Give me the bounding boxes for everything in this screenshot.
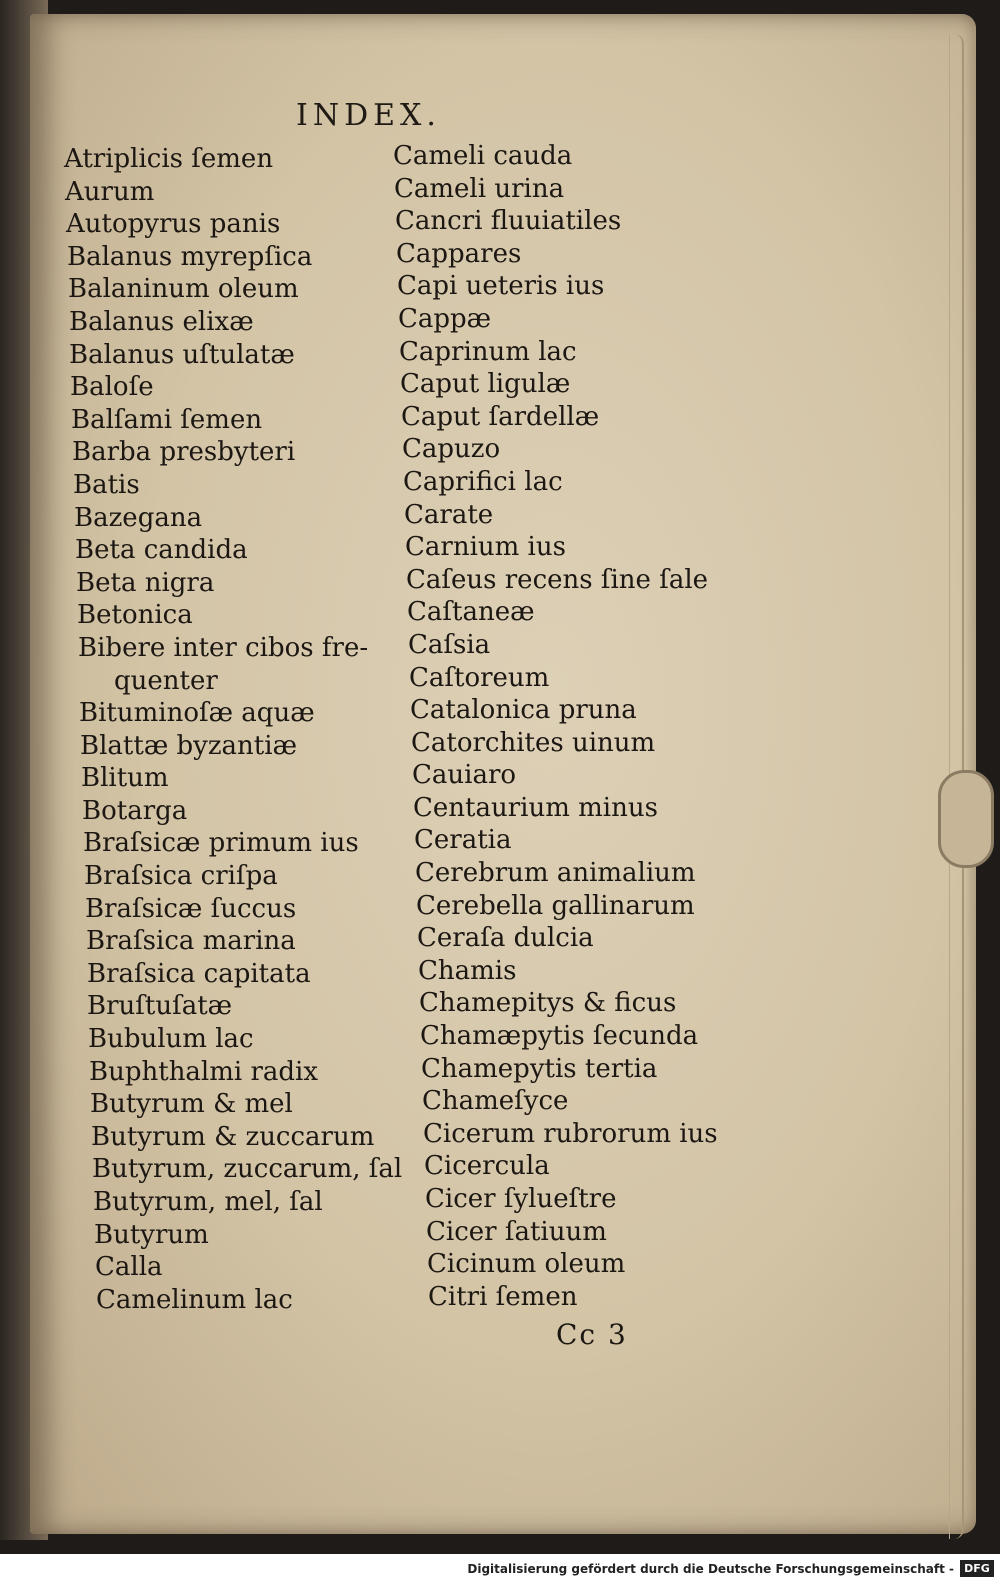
index-entry: Carate — [404, 499, 494, 530]
index-entry: Catorchites uinum — [411, 727, 656, 758]
dfg-logo: DFG — [960, 1560, 994, 1577]
index-entry: Chameſyce — [422, 1086, 569, 1117]
index-column-left — [64, 143, 402, 1316]
index-entry: Atriplicis ſemen — [64, 144, 274, 174]
index-entry: Citri ſemen — [428, 1281, 578, 1312]
index-entry: Caput ligulæ — [400, 369, 571, 400]
book-clasp — [938, 770, 994, 868]
footer-credit: Digitalisierung gefördert durch die Deutsche Forschungsgemeinschaft - — [467, 1562, 954, 1576]
index-entry: Cicerum rubrorum ius — [423, 1118, 718, 1149]
index-entry: Caſtoreum — [409, 662, 550, 693]
index-entry: Chamepitys & ficus — [419, 988, 677, 1019]
index-entry: Batis — [73, 469, 140, 500]
index-entry: Butyrum — [94, 1219, 209, 1250]
index-entry: Balaninum oleum — [68, 274, 299, 305]
index-entry: Cerebrum animalium — [415, 858, 696, 889]
index-entry: Beta candida — [75, 535, 248, 566]
index-entry: Cicinum oleum — [427, 1249, 626, 1280]
index-entry: Cameli urina — [394, 173, 565, 204]
index-entry: Cicercula — [424, 1151, 550, 1182]
index-entry: Butyrum & zuccarum — [91, 1121, 375, 1152]
index-entry: Blattæ byzantiæ — [80, 730, 298, 761]
index-entry: Ceratia — [414, 825, 512, 856]
index-entry: Catalonica pruna — [410, 695, 637, 726]
index-entry: Cicer ſylueſtre — [425, 1184, 617, 1214]
index-entry: Capuzo — [402, 434, 501, 465]
index-entry: Bubulum lac — [88, 1024, 254, 1055]
index-entry: Bazegana — [74, 502, 203, 533]
index-column-right — [393, 140, 718, 1313]
index-entry: Butyrum, mel, ſal — [93, 1187, 323, 1217]
index-entry: Braſsica capitata — [87, 958, 311, 989]
index-entry: quenter — [114, 665, 218, 696]
index-entry: Chamepytis tertia — [421, 1053, 658, 1084]
index-entry: Cauiaro — [412, 760, 517, 791]
index-entry: Cappæ — [398, 303, 492, 334]
index-entry: Braſsica criſpa — [84, 861, 278, 892]
index-entry: Bituminoſæ aquæ — [79, 698, 315, 729]
index-entry: Cerebella gallinarum — [416, 890, 695, 921]
index-entry: Caſeus recens ſine ſale — [406, 564, 709, 595]
index-entry: Cancri fluuiatiles — [395, 206, 622, 237]
index-entry: Butyrum, zuccarum, ſal — [92, 1154, 403, 1185]
index-entry: Cappares — [396, 238, 522, 269]
index-entry: Capi ueteris ius — [397, 271, 605, 302]
index-entry: Autopyrus panis — [66, 209, 281, 240]
index-entry: Calla — [95, 1252, 163, 1283]
index-entry: Chamis — [418, 955, 517, 986]
page-heading: INDEX. — [296, 98, 441, 133]
index-entry: Camelinum lac — [96, 1284, 293, 1315]
index-entry: Aurum — [65, 176, 155, 207]
index-entry: Cameli cauda — [393, 141, 573, 171]
footer-bar — [0, 1554, 1000, 1582]
index-entry: Baloſe — [70, 372, 154, 403]
index-entry: Cicer ſatiuum — [426, 1216, 607, 1247]
index-entry: Butyrum & mel — [90, 1089, 293, 1120]
index-entry: Balanus elixæ — [69, 306, 254, 337]
index-entry: Blitum — [81, 763, 169, 794]
index-entry: Balanus uſtulatæ — [69, 339, 295, 370]
index-entry: Braſsicæ primum ius — [83, 828, 359, 859]
index-entry: Barba presbyteri — [72, 437, 296, 468]
index-entry: Caſsia — [408, 629, 491, 660]
signature-mark: Cc 3 — [556, 1318, 628, 1351]
index-entry: Buphthalmi radix — [89, 1056, 319, 1087]
index-entry: Chamæpytis ſecunda — [420, 1021, 699, 1052]
index-entry: Bruſtuſatæ — [87, 991, 233, 1022]
index-entry: Caſtaneæ — [407, 597, 535, 628]
index-entry: Caput ſardellæ — [401, 401, 600, 432]
index-entry: Braſsica marina — [86, 926, 296, 957]
index-entry: Caprinum lac — [399, 336, 577, 367]
index-entry: Bibere inter cibos fre- — [78, 632, 369, 663]
index-entry: Carnium ius — [405, 532, 566, 563]
index-entry: Botarga — [82, 795, 188, 826]
index-entry: Caprifici lac — [403, 466, 563, 497]
index-entry: Balanus myrepſica — [67, 241, 313, 272]
index-entry: Beta nigra — [76, 567, 215, 598]
index-entry: Betonica — [77, 600, 193, 631]
index-entry: Balſami ſemen — [71, 404, 263, 435]
index-entry: Centaurium minus — [413, 792, 658, 823]
index-entry: Braſsicæ ſuccus — [85, 893, 297, 924]
index-entry: Ceraſa dulcia — [417, 923, 594, 954]
